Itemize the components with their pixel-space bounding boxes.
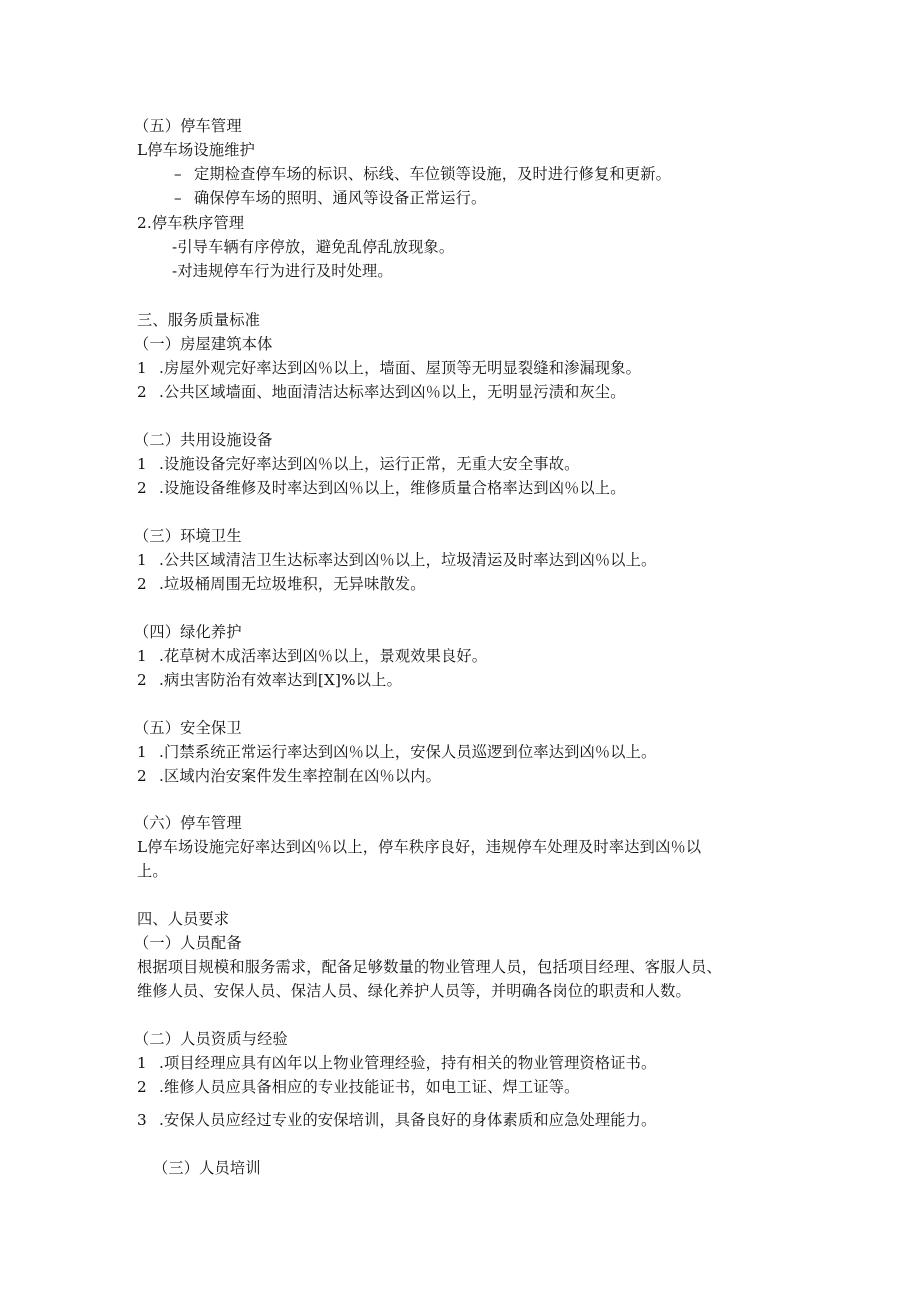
- item-text: .门禁系统正常运行率达到凶％以上，安保人员巡逻到位率达到凶％以上。: [159, 743, 657, 761]
- subsection-title-staffing: （一）人员配备: [134, 934, 242, 952]
- paragraph-line: 上。: [137, 862, 168, 880]
- item-text: .设施设备维修及时率达到凶％以上，维修质量合格率达到凶％以上。: [159, 479, 626, 497]
- subheading-parking-facility-maintenance: L停车场设施维护: [137, 141, 255, 159]
- item-text: .病虫害防治有效率达到[X]%以上。: [159, 671, 402, 689]
- paragraph-line: L停车场设施完好率达到凶％以上，停车秩序良好，违规停车处理及时率达到凶％以: [137, 838, 702, 856]
- item-text: .垃圾桶周围无垃圾堆积，无异味散发。: [159, 575, 426, 593]
- section-heading-staff-requirements: 四、人员要求: [137, 910, 230, 928]
- subsection-title-qualification: （二）人员资质与经验: [134, 1030, 288, 1048]
- item-number: 1: [137, 551, 147, 569]
- list-item-text: 确保停车场的照明、通风等设备正常运行。: [194, 189, 487, 207]
- item-text: .设施设备完好率达到凶％以上，运行正常，无重大安全事故。: [159, 455, 580, 473]
- subsection-title-environment: （三）环境卫生: [134, 527, 242, 545]
- dash-marker: –: [174, 165, 182, 183]
- list-item: [174, 164, 671, 184]
- item-text: .安保人员应经过专业的安保培训，具备良好的身体素质和应急处理能力。: [159, 1111, 657, 1129]
- item-text: .项目经理应具有凶年以上物业管理经验，持有相关的物业管理资格证书。: [159, 1054, 657, 1072]
- list-item: [174, 188, 486, 208]
- subheading-parking-order-management: 2.停车秩序管理: [137, 214, 245, 232]
- list-item: -引导车辆有序停放，避免乱停乱放现象。: [172, 238, 455, 256]
- subsection-title-facilities: （二）共用设施设备: [134, 431, 273, 449]
- paragraph-line: 维修人员、安保人员、保洁人员、绿化养护人员等，并明确各岗位的职责和人数。: [137, 982, 691, 1000]
- list-item: [137, 1110, 656, 1130]
- list-item: [137, 1077, 580, 1097]
- subsection-title-parking: （六）停车管理: [134, 814, 242, 832]
- subsection-title-building: （一）房屋建筑本体: [134, 335, 273, 353]
- item-number: 2: [137, 479, 147, 497]
- subsection-title-greening: （四）绿化养护: [134, 623, 242, 641]
- list-item: [137, 646, 487, 666]
- item-text: .维修人员应具备相应的专业技能证书，如电工证、焊工证等。: [159, 1078, 580, 1096]
- list-item: [137, 670, 402, 690]
- item-text: .公共区域墙面、地面清洁达标率达到凶％以上，无明显污渍和灰尘。: [159, 383, 626, 401]
- item-text: .花草树木成活率达到凶％以上，景观效果良好。: [159, 647, 488, 665]
- list-item: [137, 1053, 656, 1073]
- list-item: [137, 742, 656, 762]
- list-item-text: 定期检查停车场的标识、标线、车位锁等设施，及时进行修复和更新。: [194, 165, 672, 183]
- paragraph-line: 根据项目规模和服务需求，配备足够数量的物业管理人员，包括项目经理、客服人员、: [137, 958, 722, 976]
- item-number: 2: [137, 575, 147, 593]
- item-number: 2: [137, 1078, 147, 1096]
- list-item: [137, 574, 426, 594]
- dash-marker: –: [174, 189, 182, 207]
- item-text: .房屋外观完好率达到凶％以上，墙面、屋顶等无明显裂缝和渗漏现象。: [159, 359, 642, 377]
- list-item: [137, 478, 626, 498]
- item-number: 2: [137, 767, 147, 785]
- item-number: 2: [137, 383, 147, 401]
- item-text: .公共区域清洁卫生达标率达到凶％以上，垃圾清运及时率达到凶％以上。: [159, 551, 657, 569]
- subsection-title-training: （三）人员培训: [153, 1159, 261, 1177]
- item-number: 1: [137, 647, 147, 665]
- item-number: 3: [137, 1111, 147, 1129]
- item-number: 2: [137, 671, 147, 689]
- list-item: [137, 382, 626, 402]
- list-item: [137, 766, 441, 786]
- list-item: [137, 358, 641, 378]
- item-number: 1: [137, 455, 147, 473]
- item-number: 1: [137, 743, 147, 761]
- section-heading-parking-management: （五）停车管理: [134, 117, 242, 135]
- list-item: -对违规停车行为进行及时处理。: [172, 262, 393, 280]
- section-heading-service-quality: 三、服务质量标准: [137, 311, 261, 329]
- item-text: .区域内治安案件发生率控制在凶％以内。: [159, 767, 442, 785]
- item-number: 1: [137, 359, 147, 377]
- subsection-title-security: （五）安全保卫: [134, 719, 242, 737]
- item-number: 1: [137, 1054, 147, 1072]
- list-item: [137, 454, 580, 474]
- list-item: [137, 550, 656, 570]
